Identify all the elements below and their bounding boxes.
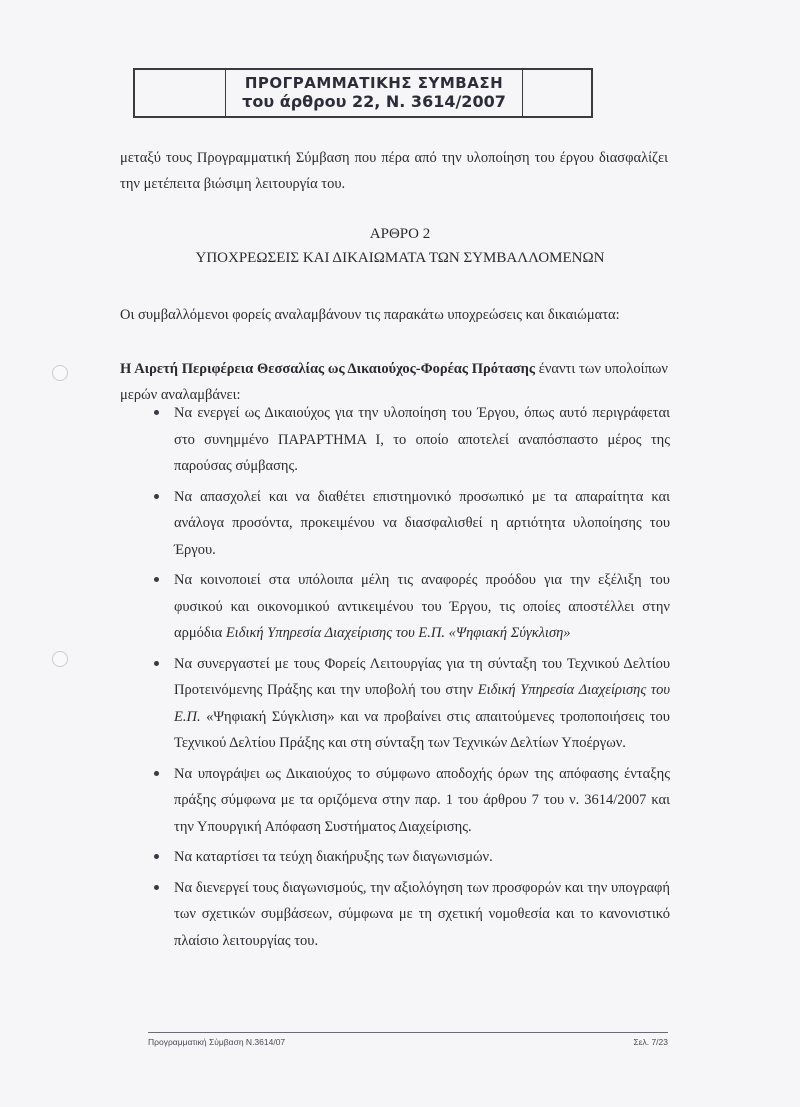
list-item (148, 400, 670, 480)
header-cell-left (135, 70, 226, 116)
party-text: έναντι των υπολοίπων μερών αναλαμβάνει: (120, 361, 668, 403)
header-subtitle: του άρθρου 22, Ν. 3614/2007 (242, 92, 506, 112)
list-item-italic: Ειδική Υπηρεσία Διαχείρισης του Ε.Π. «Ψηφιακή Σύγκλιση» (225, 625, 571, 641)
list-item-italic: Ειδική Υπηρεσία Διαχείρισης του Ε.Π. (174, 682, 670, 725)
punch-hole-bottom (52, 651, 68, 667)
article-number: ΑΡΘΡΟ 2 (369, 226, 431, 242)
header-title: ΠΡΟΓΡΑΜΜΑΤΙΚΗΣ ΣΥΜΒΑΣΗ (244, 73, 504, 92)
list-item (148, 484, 670, 564)
list-item-text: Να καταρτίσει τα τεύχη διακήρυξης των διαγωνισμών. (174, 849, 493, 865)
bullet-icon (154, 854, 159, 859)
list-item (148, 567, 670, 647)
footer-divider (148, 1032, 668, 1033)
article-title: ΥΠΟΧΡΕΩΣΕΙΣ ΚΑΙ ΔΙΚΑΙΩΜΑΤΑ ΤΩΝ ΣΥΜΒΑΛΛΟΜΕΝΩΝ (195, 250, 605, 266)
bullet-icon (154, 410, 159, 415)
list-item (148, 651, 670, 757)
list-item (148, 844, 670, 871)
bullet-icon (154, 661, 159, 666)
bullet-icon (154, 771, 159, 776)
list-item-text: Να συνεργαστεί με τους Φορείς Λειτουργίας για τη σύνταξη του Τεχνικού Δελτίου Προτεινόμενης Πράξης και την υποβολή του στην (174, 655, 670, 698)
list-item-text: Να απασχολεί και να διαθέτει επιστημονικό προσωπικό με τα απαραίτητα και ανάλογα προσόντα, προκειμένου να διασφαλισθεί η αρτιότητα υλοποίησης του Έργου. (174, 488, 670, 558)
party-name: Η Αιρετή Περιφέρεια Θεσσαλίας ως Δικαιούχος-Φορέας Πρότασης (120, 361, 536, 377)
list-item-text-cont: «Ψηφιακή Σύγκλιση» και να προβαίνει στις απαιτούμενες τροποποιήσεις του Τεχνικού Δελτίου Πράξης και στη σύνταξη των Τεχνικών Δελτίων Υποέργων. (174, 708, 670, 751)
bullet-icon (154, 494, 159, 499)
bullet-icon (154, 885, 159, 890)
obligations-list (148, 400, 670, 958)
header-cell-center (226, 70, 522, 116)
list-item-text: Να υπογράψει ως Δικαιούχος το σύμφωνο αποδοχής όρων της απόφασης ένταξης πράξης σύμφωνα με τα οριζόμενα στην παρ. 1 του άρθρου 7 του ν. 3614/2007 και την Υπουργική Απόφαση Συστήματος Διαχείρισης. (174, 765, 670, 835)
header-cell-right (522, 70, 591, 116)
list-item (148, 875, 670, 955)
list-item-text: Να ενεργεί ως Δικαιούχος για την υλοποίηση του Έργου, όπως αυτό περιγράφεται στο συνημμένο ΠΑΡΑΡΤΗΜΑ Ι, το οποίο αποτελεί αναπόσπαστο μέρος της παρούσας σύμβασης. (174, 405, 670, 474)
list-item (148, 761, 670, 841)
punch-hole-top (52, 365, 68, 381)
header-table (133, 68, 593, 118)
obligations-intro: Οι συμβαλλόμενοι φορείς αναλαμβάνουν τις παρακάτω υποχρεώσεις και δικαιώματα: (120, 307, 620, 323)
intro-paragraph: μεταξύ τους Προγραμματική Σύμβαση που πέρα από την υλοποίηση του έργου διασφαλίζει την μετέπειτα βιώσιμη λειτουργία του. (120, 150, 668, 192)
footer-document-name: Προγραμματική Σύμβαση Ν.3614/07 (148, 1037, 286, 1047)
list-item-text: Να διενεργεί τους διαγωνισμούς, την αξιολόγηση των προσφορών και την υπογραφή των σχετικών συμβάσεων, σύμφωνα με τη σχετική νομοθεσία και το κανονιστικό πλαίσιο λειτουργίας του. (174, 879, 670, 949)
bullet-icon (154, 577, 159, 582)
list-item-text: Να κοινοποιεί στα υπόλοιπα μέλη τις αναφορές προόδου για την εξέλιξη του φυσικού και οικονομικού αντικειμένου του Έργου, τις οποίες αποστέλλει στην αρμόδια (174, 572, 670, 641)
footer-page-number: Σελ. 7/23 (633, 1037, 668, 1047)
